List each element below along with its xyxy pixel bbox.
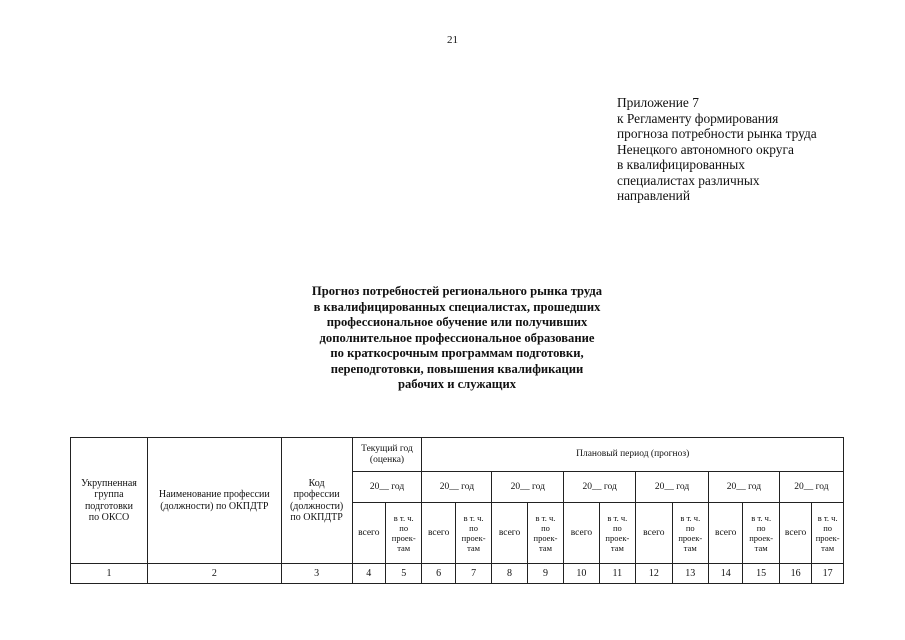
total-header: всего [492,503,527,564]
title-line: переподготовки, повышения квалификации [330,361,584,376]
appendix-line: Ненецкого автономного округа [617,141,794,157]
projects-header: в т. ч. по проек- там [812,503,844,564]
title-line: Прогноз потребностей регионального рынка труда [311,284,603,298]
column-number: 6 [422,564,455,584]
header-plan-period: Плановый период (прогноз) [422,438,844,472]
year-label: 20__ год [709,472,780,503]
appendix-line: специалистах различных [617,172,760,188]
title-line: по краткосрочным программам подготовки, [330,346,584,360]
total-header: всего [564,503,599,564]
column-number: 11 [599,564,635,584]
year-label: 20__ год [779,472,843,503]
column-number: 7 [455,564,491,584]
total-header: всего [636,503,672,564]
column-number: 1 [71,564,148,584]
column-number: 10 [564,564,599,584]
page-number: 21 [447,34,458,46]
year-label: 20__ год [564,472,636,503]
column-number: 3 [281,564,352,584]
header-profession-name: Наименование профессии (должности) по ОКПДТР [147,438,281,564]
appendix-line: прогноза потребности рынка труда [617,126,817,141]
title-line: профессиональное обучение или получивших [326,315,588,329]
header-row [71,438,844,472]
header-okso-group: Укрупненная группа подготовки по ОКСО [71,438,148,564]
column-number: 5 [385,564,421,584]
appendix-line: направлений [617,188,691,203]
column-number: 2 [147,564,281,584]
year-label: 20__ год [352,472,422,503]
projects-header: в т. ч. по проек- там [455,503,491,564]
projects-header: в т. ч. по проек- там [743,503,779,564]
total-header: всего [352,503,385,564]
title-line: в квалифицированных специалистах, прошедших [313,299,601,314]
header-current-year: Текущий год (оценка) [352,438,422,472]
total-header: всего [709,503,743,564]
projects-header: в т. ч. по проек- там [672,503,708,564]
column-number: 16 [779,564,811,584]
document-title [262,284,652,393]
title-line: рабочих и служащих [397,377,516,391]
column-number: 13 [672,564,708,584]
column-number: 17 [812,564,844,584]
column-number: 12 [636,564,672,584]
total-header: всего [422,503,455,564]
projects-header: в т. ч. по проек- там [599,503,635,564]
title-line: дополнительное профессиональное образование [319,330,595,345]
appendix-line: Приложение 7 [617,95,699,110]
header-profession-code: Код профессии (должности) по ОКПДТР [281,438,352,564]
column-number: 14 [709,564,743,584]
appendix-line: в квалифицированных [617,157,745,172]
appendix-note [617,95,817,204]
projects-header: в т. ч. по проек- там [385,503,421,564]
forecast-table [70,437,844,584]
year-label: 20__ год [422,472,492,503]
year-label: 20__ год [636,472,709,503]
projects-header: в т. ч. по проек- там [527,503,563,564]
column-number: 9 [527,564,563,584]
column-number: 8 [492,564,527,584]
appendix-line: к Регламенту формирования [617,110,779,126]
total-header: всего [779,503,811,564]
column-number-row [71,564,844,584]
column-number: 4 [352,564,385,584]
column-number: 15 [743,564,779,584]
year-label: 20__ год [492,472,564,503]
